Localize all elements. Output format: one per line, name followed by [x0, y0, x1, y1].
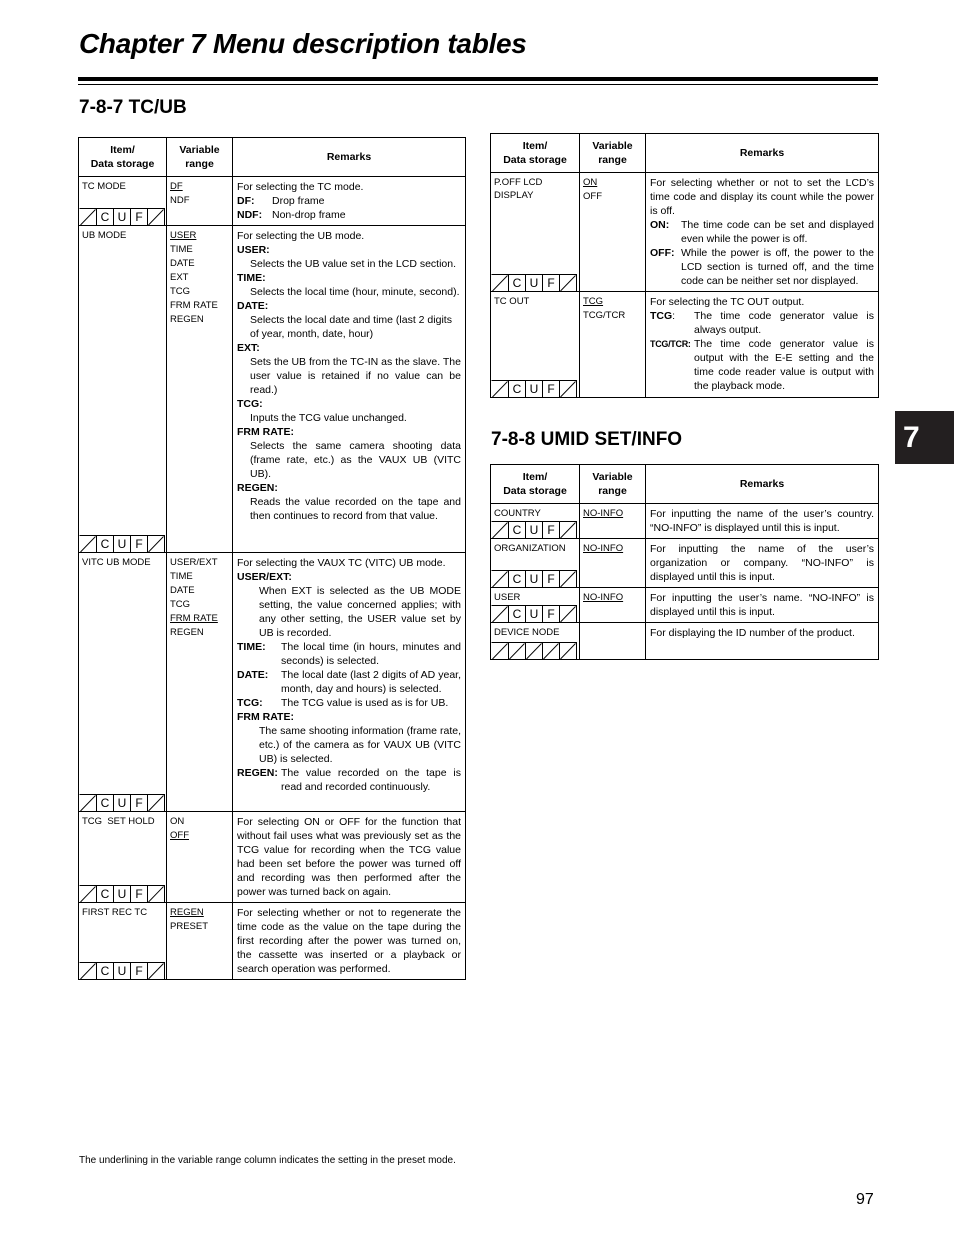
storage-slash-mark	[149, 964, 164, 980]
item-label: USER	[494, 592, 521, 603]
header-rule-thin	[78, 84, 878, 85]
storage-slash-mark	[493, 607, 508, 623]
table-row-vitc-ub-mode	[79, 553, 466, 812]
storage-letter: U	[117, 537, 127, 551]
remarks-cell: For selecting whether or not to set the LCD’s time code and display its count while the power is off. ON: The time code can be set and displayed even while the power is off. OFF: While the power is off, the power to the LCD section is turned off, and the time code can be neither set nor displayed.	[646, 173, 879, 292]
page-number: 97	[856, 1191, 874, 1208]
item-cell	[79, 226, 167, 553]
range-option: DATE	[170, 585, 195, 596]
item-label: P.OFF LCD DISPLAY	[494, 177, 543, 201]
storage-indicator	[491, 605, 577, 623]
storage-slash-mark	[561, 644, 576, 660]
tcub-continued-table	[490, 133, 879, 398]
storage-letter: U	[529, 523, 539, 537]
data-storage-cuf	[491, 274, 577, 291]
storage-slash-mark	[561, 523, 576, 539]
storage-letter: U	[117, 210, 127, 224]
storage-letter: C	[512, 276, 522, 290]
range-cell	[580, 173, 646, 292]
item-cell	[491, 292, 580, 398]
item-cell	[79, 553, 167, 812]
column-header-range: Variable range	[167, 138, 233, 177]
storage-letter: U	[529, 572, 539, 586]
range-option-preset: OFF	[170, 830, 189, 841]
table-row-tc-out	[491, 292, 879, 398]
range-cell	[580, 292, 646, 398]
item-label: TC OUT	[494, 296, 530, 307]
storage-letter: F	[135, 537, 143, 551]
storage-indicator	[79, 208, 165, 226]
data-storage-cuf	[491, 521, 577, 538]
tcub-table	[78, 137, 466, 980]
remarks-cell: For inputting the user’s name. “NO-INFO” is displayed until this is input.	[646, 588, 879, 623]
storage-slash-mark	[81, 537, 96, 553]
data-storage-cuf	[79, 794, 165, 811]
table-row-tc-mode	[79, 177, 466, 226]
range-option: TCG/TCR	[583, 310, 626, 321]
range-option-preset: NO-INFO	[583, 592, 624, 603]
range-option: ON	[170, 816, 185, 827]
item-cell	[491, 504, 580, 539]
range-cell	[580, 504, 646, 539]
storage-indicator	[491, 380, 577, 398]
table-row-tcg-set-hold	[79, 812, 466, 903]
section-heading-tcub: 7-8-7 TC/UB	[79, 97, 187, 118]
umid-table	[490, 464, 879, 660]
item-label: TCG SET HOLD	[82, 816, 155, 827]
storage-slash-mark	[149, 887, 164, 903]
item-cell	[79, 903, 167, 980]
range-option: TCG	[170, 286, 191, 297]
storage-slash-mark	[493, 644, 508, 660]
range-option: NDF	[170, 195, 190, 206]
table-row-device-node	[491, 623, 879, 660]
storage-letter: C	[100, 964, 110, 978]
table-header-row	[491, 134, 879, 173]
storage-slash-mark	[493, 382, 508, 398]
range-option: EXT	[170, 272, 189, 283]
storage-slash-mark	[561, 382, 576, 398]
item-label: FIRST REC TC	[82, 907, 148, 918]
storage-slash-mark	[493, 523, 508, 539]
range-option: PRESET	[170, 921, 209, 932]
section-heading-umid: 7-8-8 UMID SET/INFO	[491, 429, 683, 450]
range-option: REGEN	[170, 627, 204, 638]
header-rule-thick	[78, 77, 878, 81]
storage-slash-mark	[149, 210, 164, 226]
storage-letter: U	[529, 276, 539, 290]
storage-letter: F	[135, 964, 143, 978]
range-cell	[167, 903, 233, 980]
data-storage-cuf	[491, 380, 577, 397]
storage-letter: U	[117, 964, 127, 978]
storage-letter: F	[547, 572, 555, 586]
storage-slash-mark	[81, 210, 96, 226]
table-row-poff-lcd-display	[491, 173, 879, 292]
range-option-preset: DF	[170, 181, 183, 192]
item-cell	[491, 623, 580, 660]
column-header-range: Variable range	[580, 134, 646, 173]
item-cell	[491, 539, 580, 588]
range-cell	[167, 177, 233, 226]
item-label: DEVICE NODE	[494, 627, 560, 638]
storage-letter: F	[135, 796, 143, 810]
remarks-cell: For selecting ON or OFF for the function that without fail uses what was previously set as the TCG value for recording when the TCG value had been set before the power was turned off and recording was then performed after the power was turned back on again.	[233, 812, 466, 903]
range-option: USER/EXT	[170, 557, 218, 568]
range-option: TIME	[170, 571, 193, 582]
storage-slash-mark	[527, 644, 542, 660]
item-label: VITC UB MODE	[82, 557, 151, 568]
chapter-tab: 7	[895, 411, 954, 464]
storage-slash-mark	[149, 537, 164, 553]
storage-indicator	[79, 962, 165, 980]
data-storage-cuf	[79, 208, 165, 225]
storage-indicator	[79, 885, 165, 903]
storage-indicator	[491, 570, 577, 588]
item-label: TC MODE	[82, 181, 126, 192]
range-option-preset: ON	[583, 177, 598, 188]
item-cell	[79, 177, 167, 226]
column-header-item: Item/ Data storage	[79, 138, 167, 177]
storage-letter: U	[529, 607, 539, 621]
remarks-cell: For displaying the ID number of the product.	[646, 623, 879, 660]
table-row-ub-mode	[79, 226, 466, 553]
storage-letter: F	[547, 523, 555, 537]
storage-letter: U	[117, 796, 127, 810]
data-storage-cuf	[491, 605, 577, 622]
range-option: DATE	[170, 258, 195, 269]
range-option-preset: TCG	[583, 296, 604, 307]
range-option-preset: FRM RATE	[170, 613, 218, 624]
storage-slash-mark	[561, 276, 576, 292]
storage-slash-mark	[510, 644, 525, 660]
storage-letter: C	[512, 572, 522, 586]
item-label: COUNTRY	[494, 508, 541, 519]
storage-letter: U	[529, 382, 539, 396]
storage-slash-mark	[493, 572, 508, 588]
table-row-first-rec-tc	[79, 903, 466, 980]
storage-letter: U	[117, 887, 127, 901]
storage-letter: C	[100, 210, 110, 224]
chapter-title: Chapter 7 Menu description tables	[79, 28, 527, 59]
storage-letter: C	[100, 887, 110, 901]
storage-letter: C	[100, 537, 110, 551]
range-option: OFF	[583, 191, 602, 202]
table-row-user	[491, 588, 879, 623]
range-option: TIME	[170, 244, 193, 255]
data-storage-cuf	[79, 535, 165, 552]
range-cell	[580, 623, 646, 660]
storage-slash-mark	[561, 607, 576, 623]
storage-slash-mark	[81, 964, 96, 980]
storage-indicator	[79, 535, 165, 553]
footnote: The underlining in the variable range column indicates the setting in the preset mode.	[79, 1155, 456, 1166]
item-label: ORGANIZATION	[494, 543, 566, 554]
range-option: FRM RATE	[170, 300, 218, 311]
remarks-cell: For selecting the VAUX TC (VITC) UB mode. USER/EXT: When EXT is selected as the UB MODE setting, the value concerned applies; with any other setting, the USER value set by UB is recorded. TIME: The local time (in hours, minutes and seconds) is selected. DATE: The local date (last 2 digits of AD year, month, day and hours) is selected. TCG: The TCG value is used as is for UB. FRM RATE: The same shooting information (frame rate, etc.) of the camera as for VAUX UB (VITC UB) is selected. REGEN: The value recorded on the tape is read and recorded continuously.	[233, 553, 466, 812]
data-storage-none	[491, 642, 577, 659]
column-header-item: Item/ Data storage	[491, 134, 580, 173]
storage-indicator	[491, 274, 577, 292]
item-cell	[79, 812, 167, 903]
storage-slash-mark	[561, 572, 576, 588]
remarks-cell: For selecting the TC OUT output. TCG: The time code generator value is always output. TCG/TCR: The time code generator value is output with the E-E setting and the time code reader value is output with the playback mode.	[646, 292, 879, 398]
data-storage-cuf	[491, 570, 577, 587]
storage-slash-mark	[544, 644, 559, 660]
item-cell	[491, 173, 580, 292]
storage-indicator	[491, 642, 577, 660]
range-option: REGEN	[170, 314, 204, 325]
remarks-cell: For inputting the name of the user’s organization or company. “NO-INFO” is displayed until this is input.	[646, 539, 879, 588]
storage-slash-mark	[149, 796, 164, 812]
range-option-preset: NO-INFO	[583, 508, 624, 519]
storage-letter: C	[100, 796, 110, 810]
column-header-range: Variable range	[580, 465, 646, 504]
storage-letter: C	[512, 523, 522, 537]
remarks-cell: For selecting the UB mode. USER: Selects the UB value set in the LCD section. TIME: Selects the local time (hour, minute, second). DATE: Selects the local date and time (last 2 digits of year, month, date, hour) EXT: Sets the UB from the TC-IN as the slave. The user value is retained if no value can be read.) TCG: Inputs the TCG value unchanged. FRM RATE: Selects the same camera shooting data (frame rate, etc.) as the VAUX UB (VITC UB). REGEN: Reads the value recorded on the tape and then continues to record from that value.	[233, 226, 466, 553]
storage-letter: C	[512, 607, 522, 621]
range-cell	[167, 553, 233, 812]
storage-letter: F	[547, 382, 555, 396]
remarks-cell: For inputting the name of the user’s country. “NO-INFO” is displayed until this is input.	[646, 504, 879, 539]
storage-letter: C	[512, 382, 522, 396]
remarks-cell: For selecting whether or not to regenerate the time code as the value on the tape during the first recording after the power was turned on, the cassette was inserted or a playback or search operation was performed.	[233, 903, 466, 980]
storage-indicator	[79, 794, 165, 812]
table-row-organization	[491, 539, 879, 588]
remarks-cell: For selecting the TC mode. DF: Drop frame NDF: Non-drop frame	[233, 177, 466, 226]
storage-letter: F	[135, 210, 143, 224]
storage-indicator	[491, 521, 577, 539]
range-cell	[167, 812, 233, 903]
range-cell	[580, 588, 646, 623]
data-storage-cuf	[79, 885, 165, 902]
range-cell	[167, 226, 233, 553]
table-header-row	[79, 138, 466, 177]
column-header-remarks: Remarks	[646, 134, 879, 173]
storage-letter: F	[135, 887, 143, 901]
item-cell	[491, 588, 580, 623]
column-header-item: Item/ Data storage	[491, 465, 580, 504]
range-cell	[580, 539, 646, 588]
item-label: UB MODE	[82, 230, 127, 241]
table-header-row	[491, 465, 879, 504]
column-header-remarks: Remarks	[646, 465, 879, 504]
column-header-remarks: Remarks	[233, 138, 466, 177]
range-option: TCG	[170, 599, 191, 610]
data-storage-cuf	[79, 962, 165, 979]
storage-slash-mark	[81, 796, 96, 812]
range-option-preset: USER	[170, 230, 197, 241]
range-option-preset: NO-INFO	[583, 543, 624, 554]
table-row-country	[491, 504, 879, 539]
storage-slash-mark	[81, 887, 96, 903]
storage-letter: F	[547, 276, 555, 290]
storage-slash-mark	[493, 276, 508, 292]
range-option-preset: REGEN	[170, 907, 204, 918]
storage-letter: F	[547, 607, 555, 621]
